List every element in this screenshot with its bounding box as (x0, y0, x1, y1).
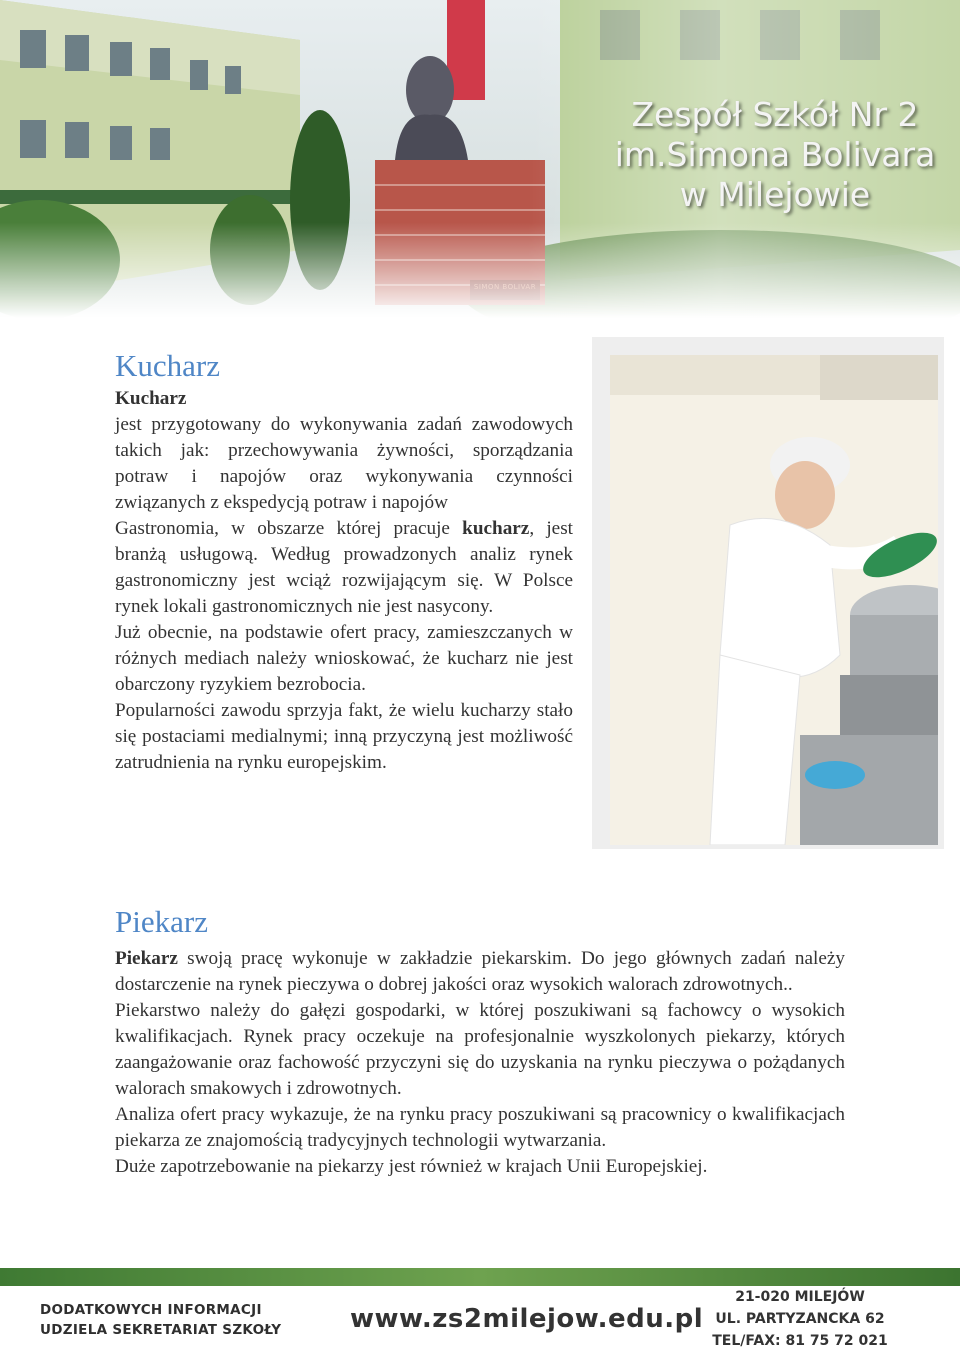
cook-photo-frame (592, 337, 944, 849)
footer (0, 1268, 960, 1356)
footer-info (40, 1300, 281, 1340)
school-name-line2: im.Simona Bolivara (614, 135, 936, 174)
kucharz-p2-end: , jest branżą usługową. Według prowadzonych analiz rynek gastronomiczny jest wciąż rozwijającym się. W Polsce rynek lokali gastronomicznych nie jest nasycony. (115, 518, 573, 617)
kucharz-p2-start: Gastronomia, w obszarze której pracuje (115, 518, 463, 539)
footer-green-band (0, 1268, 960, 1286)
kucharz-paragraph-4: Popularności zawodu sprzyja fakt, że wielu kucharzy stało się postaciami medialnymi; inną przyczyną jest możliwość zatrudnienia na rynku europejskim. (115, 700, 573, 773)
school-name-line3: w Milejowie (679, 175, 871, 214)
footer-website-link[interactable]: www.zs2milejow.edu.pl (350, 1304, 704, 1334)
footer-info-line2: UDZIELA SEKRETARIAT SZKOŁY (40, 1322, 282, 1338)
school-name-line1: Zespół Szkół Nr 2 (631, 95, 919, 134)
kucharz-lead: Kucharz (115, 388, 187, 409)
kucharz-p2-bold: kucharz (462, 518, 530, 539)
kucharz-body (115, 386, 573, 776)
kucharz-paragraph-2 (115, 516, 573, 620)
cook-photo (610, 355, 938, 845)
piekarz-paragraph-4: Duże zapotrzebowanie na piekarzy jest również w krajach Unii Europejskiej. (115, 1156, 708, 1177)
cook-illustration (610, 355, 938, 845)
piekarz-body (115, 946, 845, 1180)
footer-address-line1: 21-020 MILEJÓW (735, 1289, 865, 1305)
piekarz-paragraph-1 (115, 946, 845, 998)
kucharz-paragraph-3: Już obecnie, na podstawie ofert pracy, zamieszczanych w różnych mediach należy wnioskować, że kucharz nie jest obarczony ryzykiem bezrobocia. (115, 622, 573, 695)
school-name (560, 95, 960, 215)
header-banner (0, 0, 960, 318)
piekarz-paragraph-2: Piekarstwo należy do gałęzi gospodarki, w której poszukiwani są fachowcy o wysokich kwalifikacjach. Rynek pracy oczekuje na profesjonalnie wyszkolonych piekarzy, których zaangażowanie oraz fachowość przyczyni się do uzyskania na rynku pieczywa o pożądanych walorach smakowych i zdrowotnych. (115, 1000, 845, 1099)
statue-plaque: SIMON BOLIVAR (473, 283, 537, 291)
footer-address-line2: UL. PARTYZANCKA 62 (715, 1311, 885, 1327)
footer-address (700, 1286, 900, 1352)
piekarz-title: Piekarz (115, 904, 208, 939)
piekarz-p1-text: swoją pracę wykonuje w zakładzie piekarskim. Do jego głównych zadań należy dostarczenie na rynek pieczywa o dobrej jakości oraz wysokich walorach zdrowotnych.. (115, 948, 845, 995)
footer-phone: TEL/FAX: 81 75 72 021 (712, 1333, 888, 1349)
piekarz-lead: Piekarz (115, 948, 178, 969)
footer-info-line1: DODATKOWYCH INFORMACJI (40, 1302, 262, 1318)
kucharz-paragraph-1: jest przygotowany do wykonywania zadań zawodowych takich jak: przechowywania żywności, sporządzania potraw i napojów oraz wykonywania czynności związanych z ekspedycją potraw i napojów (115, 414, 573, 513)
kucharz-title: Kucharz (115, 348, 220, 383)
piekarz-paragraph-3: Analiza ofert pracy wykazuje, że na rynku pracy poszukiwani są pracownicy o kwalifikacjach piekarza ze znajomością tradycyjnych technologii wytwarzania. (115, 1104, 845, 1151)
